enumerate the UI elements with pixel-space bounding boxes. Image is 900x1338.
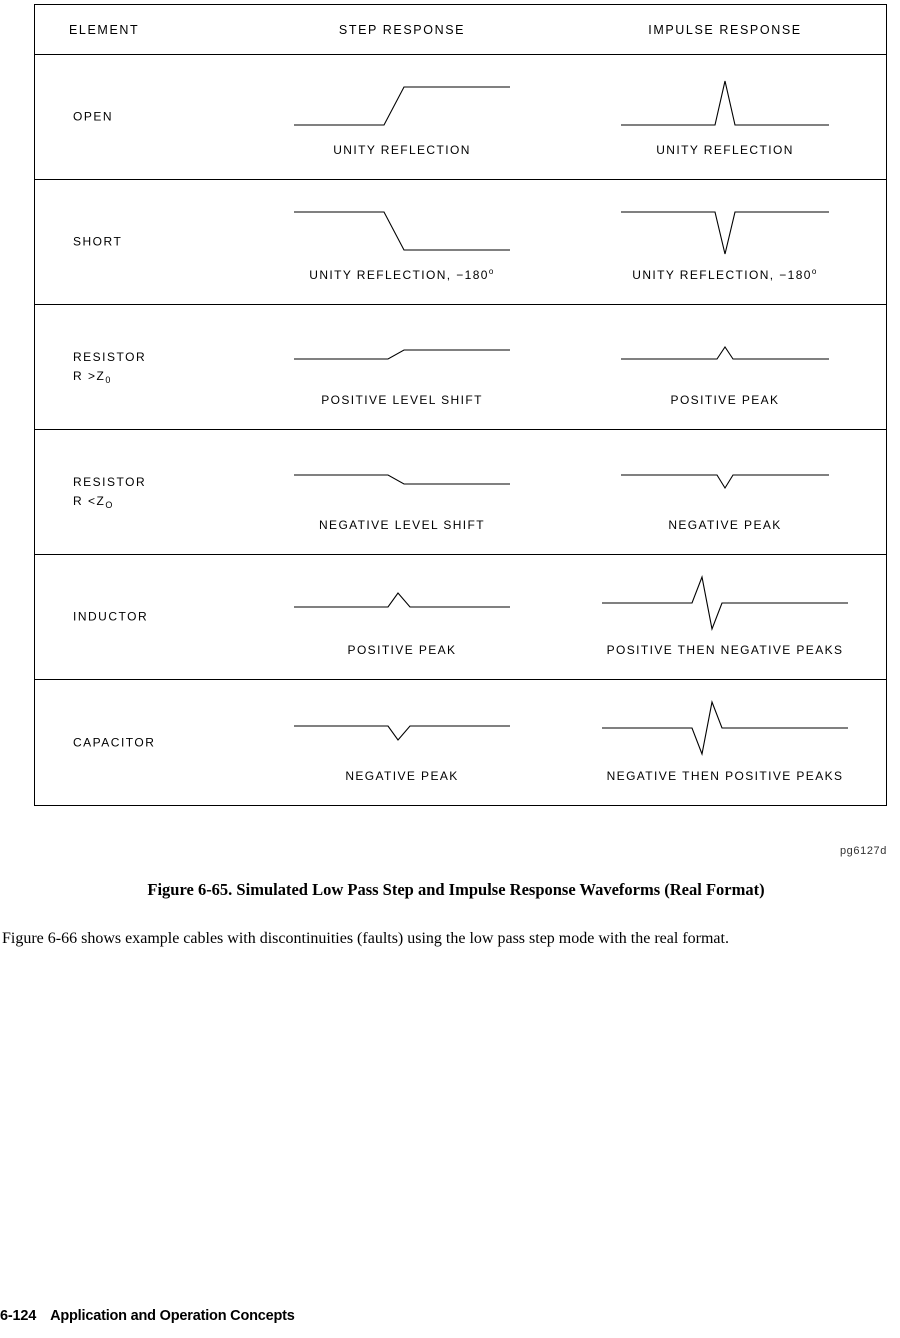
row-element-resistor-high (35, 305, 240, 429)
impulse-response-resistor-high (564, 305, 886, 429)
footer-chapter-title: Application and Operation Concepts (50, 1308, 295, 1324)
header-cell-impulse (564, 5, 886, 54)
table-header-row (35, 5, 886, 55)
figure-source-id: pg6127d (839, 845, 887, 857)
element-label: CAPACITOR (73, 734, 156, 749)
step-response-open (240, 55, 564, 179)
table-row (35, 680, 886, 805)
figure-caption: Figure 6-65. Simulated Low Pass Step and Impulse Response Waveforms (Real Format) (147, 880, 765, 899)
table-row (35, 305, 886, 430)
header-label-step: STEP RESPONSE (338, 22, 466, 37)
impulse-caption: UNITY REFLECTION, $-180^o$ (632, 267, 818, 282)
impulse-response-short (564, 180, 886, 304)
element-label: INDUCTOR (73, 609, 149, 624)
step-response-short (240, 180, 564, 304)
impulse-caption: NEGATIVE THEN POSITIVE PEAKS (606, 769, 844, 783)
row-element-open (35, 55, 240, 179)
table-row (35, 430, 886, 555)
waveform-reference-table (34, 4, 887, 806)
step-response-resistor-high (240, 305, 564, 429)
row-element-capacitor (35, 680, 240, 805)
waveform-impulse-open-icon (619, 73, 831, 135)
footer-page-number: 6-124 (0, 1308, 37, 1324)
table-row (35, 180, 886, 305)
impulse-caption: NEGATIVE PEAK (668, 518, 782, 532)
step-caption: UNITY REFLECTION (333, 143, 471, 157)
impulse-caption: POSITIVE THEN NEGATIVE PEAKS (606, 643, 844, 657)
waveform-impulse-resistor-high-icon (619, 323, 831, 385)
header-cell-step (240, 5, 564, 54)
header-cell-element (35, 5, 240, 54)
step-caption: UNITY REFLECTION, $-180^o$ (309, 267, 495, 282)
header-label-element: ELEMENT (69, 22, 140, 37)
waveform-impulse-resistor-low-icon (619, 448, 831, 510)
element-label: SHORT (73, 234, 123, 249)
page-footer (0, 1308, 295, 1324)
step-caption: NEGATIVE PEAK (345, 769, 459, 783)
body-paragraph: Figure 6-66 shows example cables with discontinuities (faults) using the low pass step mode with the real format. (2, 930, 729, 947)
table-row (35, 55, 886, 180)
element-label: OPEN (73, 109, 114, 124)
step-response-resistor-low (240, 430, 564, 554)
waveform-step-open-icon (292, 73, 512, 135)
element-label: RESISTOR $R >Z_0$ (73, 349, 147, 385)
waveform-impulse-inductor-icon (600, 573, 850, 635)
step-caption: POSITIVE LEVEL SHIFT (321, 393, 483, 407)
row-element-resistor-low (35, 430, 240, 554)
step-response-capacitor (240, 680, 564, 805)
impulse-caption: UNITY REFLECTION (656, 143, 794, 157)
waveform-step-resistor-high-icon (292, 323, 512, 385)
waveform-impulse-short-icon (619, 198, 831, 260)
element-label: RESISTOR $R <Z_O$ (73, 474, 147, 510)
impulse-response-capacitor (564, 680, 886, 805)
row-element-short (35, 180, 240, 304)
impulse-response-open (564, 55, 886, 179)
step-caption: POSITIVE PEAK (347, 643, 457, 657)
impulse-response-resistor-low (564, 430, 886, 554)
waveform-step-capacitor-icon (292, 698, 512, 760)
waveform-impulse-capacitor-icon (600, 698, 850, 760)
table-row (35, 555, 886, 680)
impulse-response-inductor (564, 555, 886, 679)
waveform-step-resistor-low-icon (292, 448, 512, 510)
step-caption: NEGATIVE LEVEL SHIFT (318, 518, 486, 532)
step-response-inductor (240, 555, 564, 679)
waveform-step-short-icon (292, 198, 512, 260)
impulse-caption: POSITIVE PEAK (670, 393, 780, 407)
row-element-inductor (35, 555, 240, 679)
header-label-impulse: IMPULSE RESPONSE (648, 22, 802, 37)
waveform-step-inductor-icon (292, 573, 512, 635)
